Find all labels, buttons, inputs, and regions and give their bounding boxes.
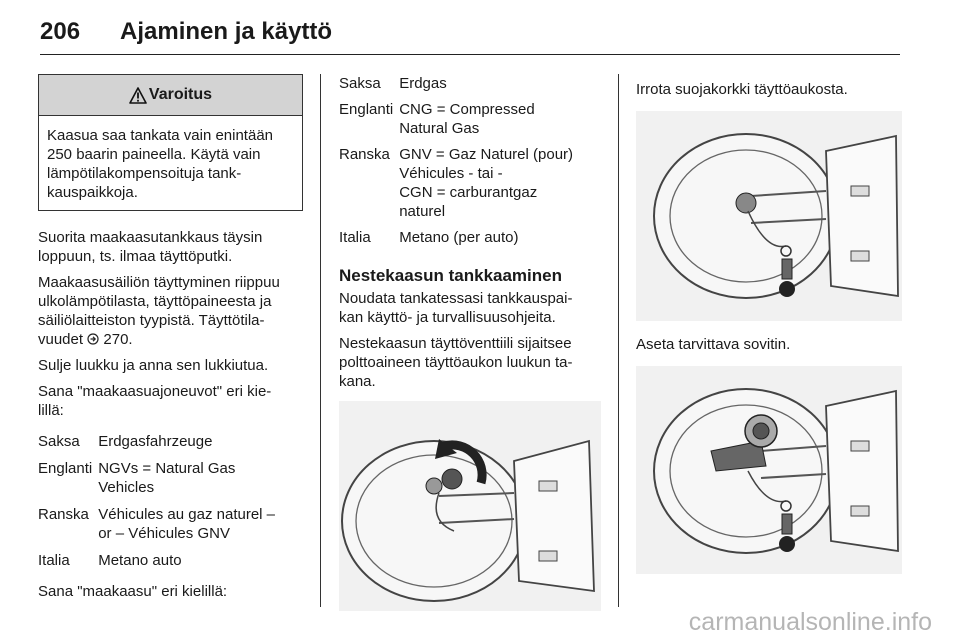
language-cell: Italia: [38, 552, 70, 569]
paragraph-safety: [339, 289, 601, 327]
header-title: Ajaminen ja käyttö: [120, 18, 333, 45]
warning-line: lämpötilakompensoituja tank-: [47, 165, 242, 182]
term-cell: [98, 505, 275, 551]
column-divider-1: [320, 74, 321, 607]
paragraph-attach-adapter: Aseta tarvittava sovitin.: [636, 336, 791, 353]
table-row: [38, 459, 275, 505]
term-cell: [399, 74, 573, 100]
text-line: säiliölaitteiston tyypistä. Täyttötila-: [38, 312, 265, 329]
text-line: Maakaasusäiliön täyttyminen riippuu: [38, 274, 280, 291]
text-line: kana.: [339, 373, 376, 390]
section-heading: Nestekaasun tankkaaminen: [339, 266, 562, 285]
illustration-lpg-valve: [339, 401, 601, 611]
term-line: CGN = carburantgaz: [399, 184, 538, 201]
page-reference[interactable]: 270.: [103, 331, 133, 348]
text-line: Noudata tankatessasi tankkauspai-: [339, 290, 573, 307]
term-line: Metano (per auto): [399, 229, 519, 246]
paragraph-complete-fill: [38, 228, 304, 266]
column-1: [38, 74, 304, 601]
warning-triangle-icon: [129, 87, 147, 104]
term-line: naturel: [399, 203, 446, 220]
term-line: Erdgas: [399, 75, 447, 92]
term-line: Véhicules au gaz naturel –: [98, 506, 276, 523]
text-line: Sana "maakaasuajoneuvot" eri kie-: [38, 383, 272, 400]
language-cell: Englanti: [38, 460, 93, 477]
illustration-adapter: [636, 366, 902, 574]
text-line: kan käyttö- ja turvallisuusohjeita.: [339, 309, 556, 326]
term-line: Metano auto: [98, 552, 182, 569]
warning-line: Kaasua saa tankata vain enintään: [47, 127, 274, 144]
paragraph-close-lid: Sulje luukku ja anna sen lukkiutua.: [38, 357, 269, 374]
text-line: Nestekaasun täyttöventtiili sijaitsee: [339, 335, 572, 352]
language-cell: Englanti: [339, 101, 394, 118]
page-number: 206: [40, 18, 81, 45]
warning-header: [39, 75, 302, 116]
table-row: [339, 145, 573, 228]
term-line: or – Véhicules GNV: [98, 525, 230, 542]
term-line: GNV = Gaz Naturel (pour): [399, 146, 574, 163]
column-divider-2: [618, 74, 619, 607]
language-cell: Ranska: [38, 506, 89, 523]
term-line: Véhicules - tai -: [399, 165, 503, 182]
table-row: [38, 551, 275, 578]
paragraph-valve-location: [339, 334, 601, 391]
text-line: ulkolämpötilasta, täyttöpaineesta ja: [38, 293, 272, 310]
text-line: Suorita maakaasutankkaus täysin: [38, 229, 263, 246]
term-cell: [399, 228, 573, 254]
paragraph-vehicle-term: [38, 382, 304, 420]
table-row: [38, 505, 275, 551]
watermark: [689, 608, 932, 637]
term-line: Natural Gas: [399, 120, 480, 137]
paragraph-gas-term: Sana "maakaasu" eri kielillä:: [38, 583, 228, 600]
language-cell: Ranska: [339, 146, 390, 163]
illustration-remove-cap: [636, 111, 902, 321]
term-line: CNG = Compressed: [399, 101, 535, 118]
warning-text: [39, 116, 302, 210]
term-cell: [98, 551, 275, 578]
term-line: Erdgasfahrzeuge: [98, 433, 213, 450]
table-row: [339, 228, 573, 254]
paragraph-fill-level: [38, 273, 304, 349]
term-cell: [399, 100, 573, 145]
term-line: Vehicles: [98, 479, 155, 496]
language-cell: Saksa: [38, 433, 80, 450]
language-cell: Italia: [339, 229, 371, 246]
text-line: polttoaineen täyttöaukon luukun ta-: [339, 354, 573, 371]
page-reference-arrow-icon: [87, 333, 99, 345]
language-cell: Saksa: [339, 75, 381, 92]
term-cell: [98, 459, 275, 505]
warning-title: Varoitus: [148, 86, 213, 103]
text-line: vuudet: [38, 331, 84, 348]
term-line: NGVs = Natural Gas: [98, 460, 236, 477]
watermark-text: carmanualsonline.info: [688, 608, 932, 636]
text-line: loppuun, ts. ilmaa täyttöputki.: [38, 248, 233, 265]
column-3: [636, 74, 902, 574]
page-header: [40, 14, 900, 55]
warning-line: kauspaikkoja.: [47, 184, 138, 201]
warning-box: [38, 74, 303, 211]
gas-term-table: [339, 74, 573, 254]
warning-line: 250 baarin paineella. Käytä vain: [47, 146, 261, 163]
vehicle-term-table: [38, 432, 275, 578]
term-cell: [98, 432, 275, 459]
text-line: lillä:: [38, 402, 64, 419]
column-2: [339, 74, 601, 611]
paragraph-remove-cap: Irrota suojakorkki täyttöaukosta.: [636, 81, 848, 98]
table-row: [339, 100, 573, 145]
table-row: [38, 432, 275, 459]
table-row: [339, 74, 573, 100]
term-cell: [399, 145, 573, 228]
